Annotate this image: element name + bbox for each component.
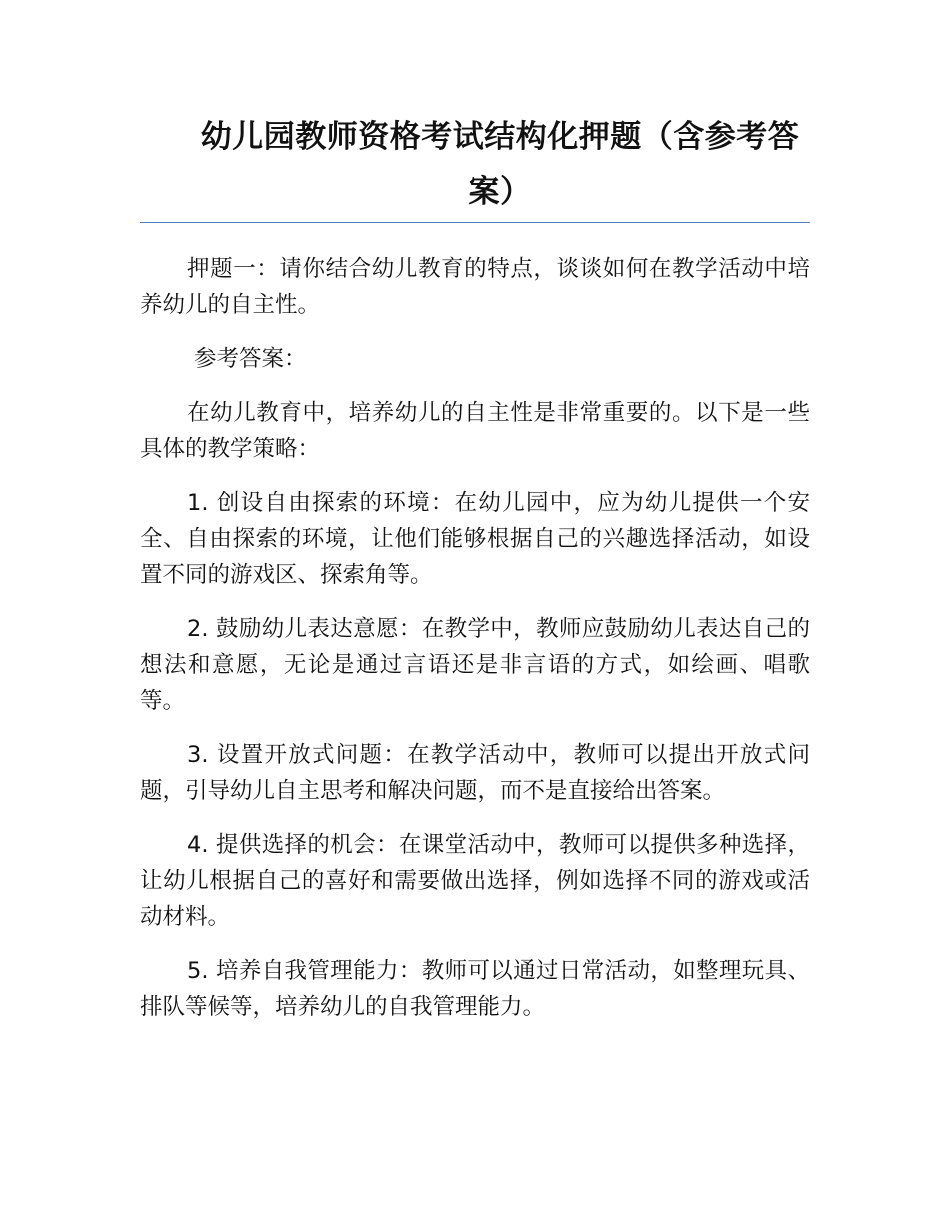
document-page bbox=[140, 110, 810, 1043]
strategy-item-4: 4. 提供选择的机会：在课堂活动中，教师可以提供多种选择，让幼儿根据自己的喜好和需要做出选择，例如选择不同的游戏或活动材料。 bbox=[140, 832, 810, 930]
strategy-item-5: 5. 培养自我管理能力：教师可以通过日常活动，如整理玩具、排队等候等，培养幼儿的自我管理能力。 bbox=[140, 958, 810, 1020]
answer-intro-paragraph: 在幼儿教育中，培养幼儿的自主性是非常重要的。以下是一些具体的教学策略： bbox=[140, 400, 810, 462]
answer-label: 参考答案： bbox=[194, 346, 307, 372]
strategy-item-1: 1. 创设自由探索的环境：在幼儿园中，应为幼儿提供一个安全、自由探索的环境，让他们能够根据自己的兴趣选择活动，如设置不同的游戏区、探索角等。 bbox=[140, 490, 810, 588]
title-divider bbox=[140, 222, 810, 223]
strategy-item-3: 3. 设置开放式问题：在教学活动中，教师可以提出开放式问题，引导幼儿自主思考和解决问题，而不是直接给出答案。 bbox=[140, 742, 810, 804]
document-title: 幼儿园教师资格考试结构化押题（含参考答案） bbox=[200, 119, 800, 210]
strategy-item-2: 2. 鼓励幼儿表达意愿：在教学中，教师应鼓励幼儿表达自己的想法和意愿，无论是通过言语还是非言语的方式，如绘画、唱歌等。 bbox=[140, 616, 810, 714]
question-paragraph: 押题一：请你结合幼儿教育的特点，谈谈如何在教学活动中培养幼儿的自主性。 bbox=[140, 256, 810, 318]
